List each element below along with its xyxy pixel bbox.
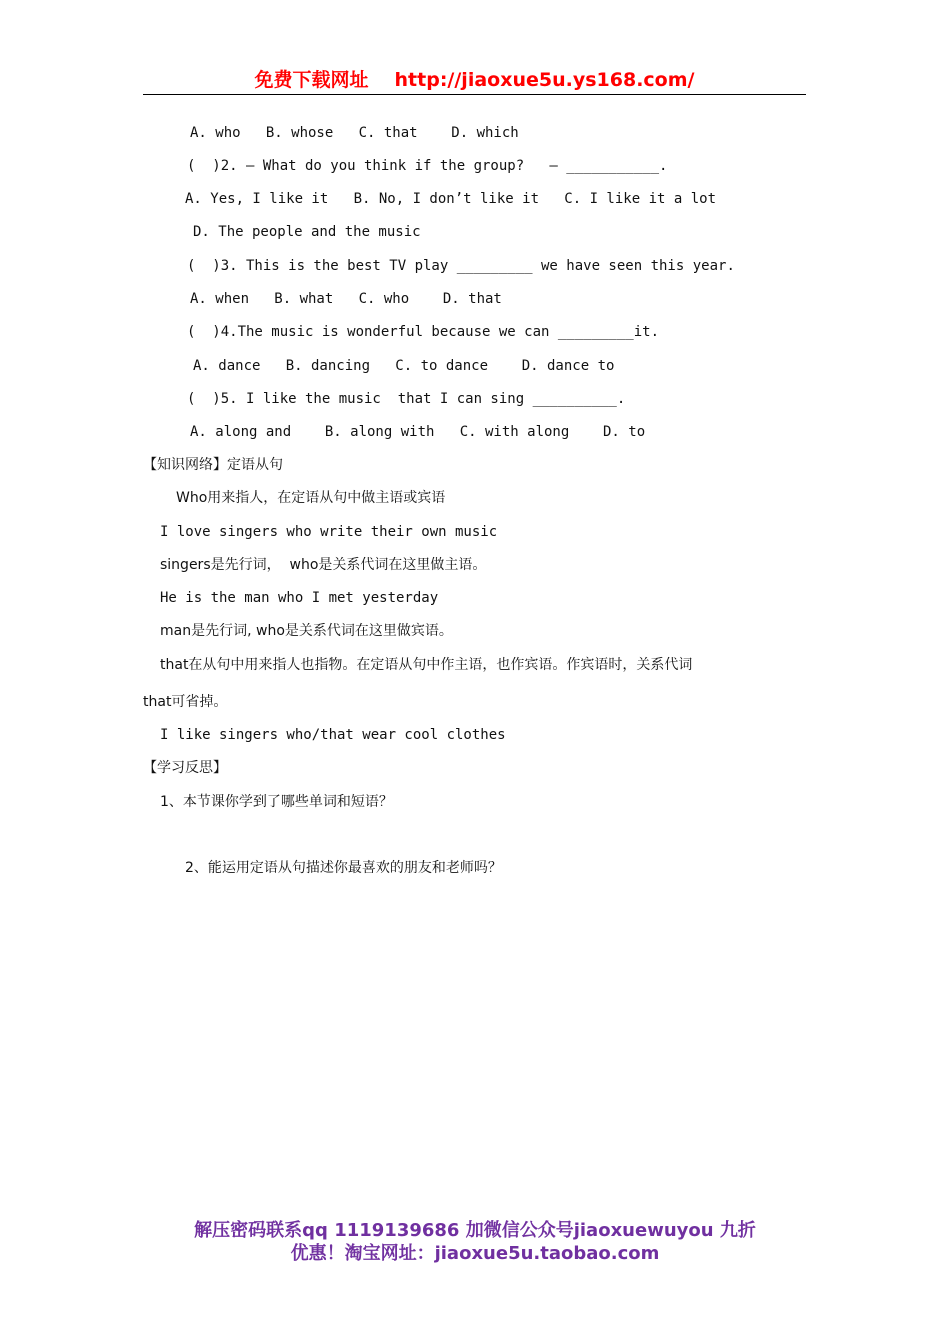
q1-options: A. who B. whose C. that D. which — [190, 125, 519, 141]
knowledge-line6: that在从句中用来指人也指物。在定语从句中作主语，也作宾语。作宾语时，关系代词 — [160, 657, 693, 673]
knowledge-line3: singers是先行词， who是关系代词在这里做主语。 — [160, 557, 487, 573]
footer-line1: 解压密码联系qq 1119139686 加微信公众号jiaoxuewuyou 九折 — [194, 1220, 756, 1241]
q3-options: A. when B. what C. who D. that — [190, 291, 502, 307]
q4-stem: ( )4.The music is wonderful because we can _________it. — [187, 324, 660, 340]
header-site-name: 免费下载网址 — [254, 69, 369, 91]
reflection-heading: 【学习反思】 — [143, 760, 227, 776]
q3-stem: ( )3. This is the best TV play _________ we have seen this year. — [187, 258, 735, 274]
page-header — [143, 66, 806, 95]
header-site-url[interactable]: http://jiaoxue5u.ys168.com/ — [394, 69, 695, 91]
q2-options-line2: D. The people and the music — [193, 224, 421, 240]
reflection-item1: 1、本节课你学到了哪些单词和短语？ — [160, 794, 393, 810]
knowledge-heading: 【知识网络】定语从句 — [143, 457, 283, 473]
knowledge-line5: man是先行词, who是关系代词在这里做宾语。 — [160, 623, 453, 639]
knowledge-line7: that可省掉。 — [143, 694, 228, 710]
q4-options: A. dance B. dancing C. to dance D. dance to — [193, 358, 615, 374]
q2-options-line1: A. Yes, I like it B. No, I don’t like it C. I like it a lot — [185, 191, 717, 207]
q2-stem: ( )2. — What do you think if the group? — ___________. — [187, 158, 668, 174]
q5-stem: ( )5. I like the music that I can sing __________. — [187, 391, 626, 407]
knowledge-line8: I like singers who/that wear cool clothes — [160, 727, 506, 743]
knowledge-line1: Who用来指人，在定语从句中做主语或宾语 — [176, 490, 446, 506]
reflection-item2: 2、能运用定语从句描述你最喜欢的朋友和老师吗？ — [185, 860, 502, 876]
footer-line2: 优惠！淘宝网址：jiaoxue5u.taobao.com — [290, 1243, 660, 1264]
q5-options: A. along and B. along with C. with along D. to — [190, 424, 646, 440]
knowledge-line2: I love singers who write their own music — [160, 524, 498, 540]
knowledge-line4: He is the man who I met yesterday — [160, 590, 439, 606]
